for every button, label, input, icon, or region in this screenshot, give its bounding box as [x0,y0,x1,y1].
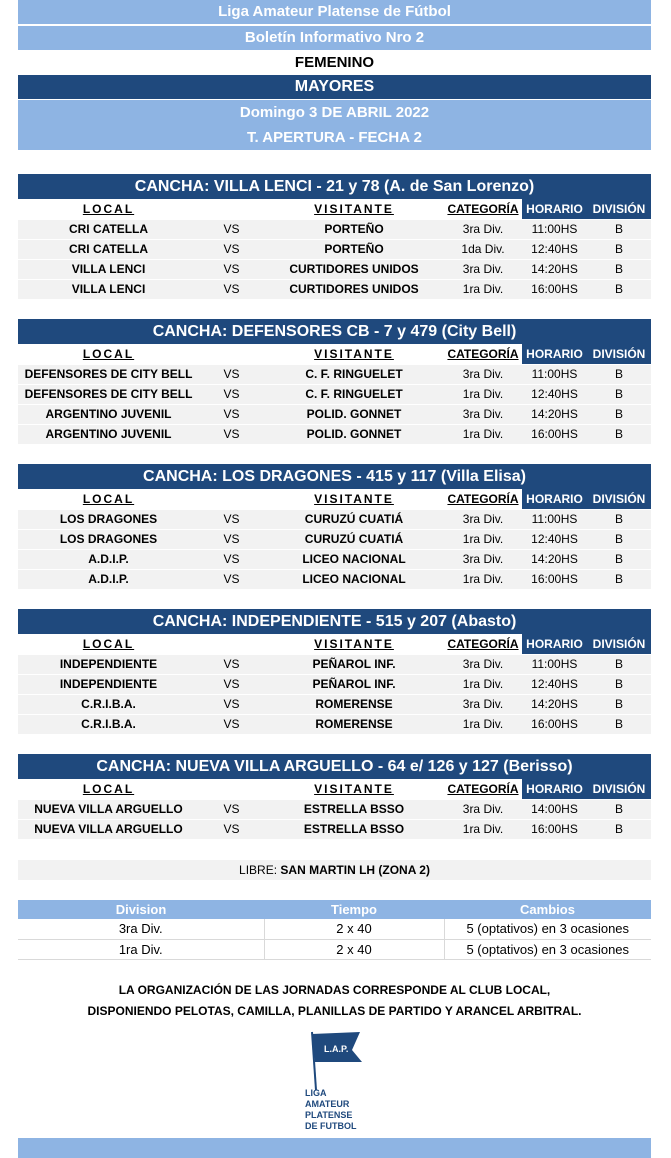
match-local: VILLA LENCI [18,259,199,279]
match-categoria: 3ra Div. [444,799,522,819]
match-vs: VS [199,654,264,674]
column-vs-spacer [199,779,264,799]
level-title: MAYORES [18,75,651,99]
match-division: B [587,279,651,299]
column-visitante: VISITANTE [314,201,394,216]
organization-note-1: LA ORGANIZACIÓN DE LAS JORNADAS CORRESPONDE AL CLUB LOCAL, [118,983,551,997]
match-row [18,819,651,839]
match-date: Domingo 3 DE ABRIL 2022 [239,104,430,121]
match-vs: VS [199,279,264,299]
match-local: LOS DRAGONES [18,529,199,549]
match-row [18,259,651,279]
match-vs: VS [199,549,264,569]
match-division: B [587,219,651,239]
column-local: LOCAL [82,636,135,651]
match-row [18,364,651,384]
fixture-table [18,634,651,734]
column-vs-spacer [199,634,264,654]
column-horario: HORARIO [522,779,587,799]
match-horario: 11:00HS [522,654,587,674]
match-categoria: 1ra Div. [444,384,522,404]
match-vs: VS [199,424,264,444]
match-categoria: 3ra Div. [444,694,522,714]
column-local: LOCAL [82,346,135,361]
match-local: CRI CATELLA [18,219,199,239]
match-visitante: POLID. GONNET [264,404,444,424]
logo-flag-text: L.A.P. [324,1044,349,1054]
match-visitante: ESTRELLA BSSO [264,819,444,839]
times-header-cambios: Cambios [444,900,651,919]
match-vs: VS [199,694,264,714]
match-categoria: 3ra Div. [444,509,522,529]
match-categoria: 3ra Div. [444,364,522,384]
column-local: LOCAL [82,491,135,506]
match-local: C.R.I.B.A. [18,714,199,734]
match-horario: 16:00HS [522,819,587,839]
column-categoria: CATEGORÍA [447,491,519,506]
column-division: DIVISIÓN [587,489,651,509]
match-horario: 14:20HS [522,549,587,569]
column-categoria: CATEGORÍA [447,781,519,796]
column-local: LOCAL [82,201,135,216]
times-tiempo: 2 x 40 [264,919,444,939]
match-horario: 16:00HS [522,714,587,734]
times-cambios: 5 (optativos) en 3 ocasiones [444,939,651,959]
fixture-table [18,344,651,444]
match-vs: VS [199,714,264,734]
match-local: ARGENTINO JUVENIL [18,404,199,424]
match-local: NUEVA VILLA ARGUELLO [18,799,199,819]
match-vs: VS [199,259,264,279]
match-horario: 12:40HS [522,239,587,259]
match-vs: VS [199,819,264,839]
venue-block [18,609,651,734]
match-division: B [587,714,651,734]
match-categoria: 1ra Div. [444,279,522,299]
times-row [18,939,651,959]
match-vs: VS [199,404,264,424]
times-tiempo: 2 x 40 [264,939,444,959]
logo-line-2: AMATEUR [305,1099,350,1109]
match-division: B [587,694,651,714]
match-categoria: 1ra Div. [444,529,522,549]
match-horario: 14:20HS [522,259,587,279]
match-row [18,694,651,714]
match-local: VILLA LENCI [18,279,199,299]
match-vs: VS [199,219,264,239]
match-visitante: CURUZÚ CUATIÁ [264,509,444,529]
times-row [18,919,651,939]
libre-label: LIBRE: [239,863,278,877]
match-row [18,674,651,694]
match-visitante: CURTIDORES UNIDOS [264,279,444,299]
column-categoria: CATEGORÍA [447,201,519,216]
venue-block [18,754,651,839]
match-division: B [587,239,651,259]
match-division: B [587,799,651,819]
match-division: B [587,509,651,529]
match-visitante: C. F. RINGUELET [264,364,444,384]
match-visitante: LICEO NACIONAL [264,569,444,589]
match-row [18,654,651,674]
match-horario: 16:00HS [522,279,587,299]
column-vs-spacer [199,199,264,219]
match-horario: 14:00HS [522,799,587,819]
match-vs: VS [199,239,264,259]
match-horario: 14:20HS [522,694,587,714]
league-title: Liga Amateur Platense de Fútbol [18,0,651,24]
match-division: B [587,674,651,694]
column-division: DIVISIÓN [587,779,651,799]
match-categoria: 3ra Div. [444,259,522,279]
match-division: B [587,424,651,444]
match-local: A.D.I.P. [18,569,199,589]
match-row [18,424,651,444]
match-division: B [587,404,651,424]
logo-line-4: DE FUTBOL [305,1121,357,1131]
match-row [18,714,651,734]
column-division: DIVISIÓN [587,199,651,219]
match-horario: 16:00HS [522,424,587,444]
match-vs: VS [199,569,264,589]
column-horario: HORARIO [522,344,587,364]
bulletin-title: Boletín Informativo Nro 2 [18,26,651,50]
column-local: LOCAL [82,781,135,796]
footer-bar [18,1138,651,1158]
logo-caption [305,1088,357,1132]
logo-line-3: PLATENSE [305,1110,353,1120]
match-horario: 14:20HS [522,404,587,424]
match-row [18,799,651,819]
fixture-table [18,199,651,299]
match-categoria: 3ra Div. [444,654,522,674]
logo-line-1: LIGA [305,1088,327,1098]
match-division: B [587,529,651,549]
match-division: B [587,654,651,674]
times-table [18,900,651,960]
match-division: B [587,819,651,839]
times-header-division: Division [18,900,264,919]
match-visitante: ROMERENSE [264,714,444,734]
libre-team: SAN MARTIN LH (ZONA 2) [280,863,430,877]
match-local: NUEVA VILLA ARGUELLO [18,819,199,839]
match-row [18,279,651,299]
match-row [18,384,651,404]
match-horario: 11:00HS [522,219,587,239]
match-categoria: 3ra Div. [444,549,522,569]
match-visitante: C. F. RINGUELET [264,384,444,404]
column-horario: HORARIO [522,634,587,654]
match-row [18,569,651,589]
match-division: B [587,259,651,279]
match-local: INDEPENDIENTE [18,674,199,694]
venue-title: CANCHA: NUEVA VILLA ARGUELLO - 64 e/ 126 y 127 (Berisso) [18,754,651,779]
times-cambios: 5 (optativos) en 3 ocasiones [444,919,651,939]
column-categoria: CATEGORÍA [447,346,519,361]
match-visitante: CURUZÚ CUATIÁ [264,529,444,549]
match-categoria: 1da Div. [444,239,522,259]
fixture-table [18,779,651,839]
match-row [18,529,651,549]
match-visitante: ROMERENSE [264,694,444,714]
column-horario: HORARIO [522,489,587,509]
match-division: B [587,569,651,589]
match-local: DEFENSORES DE CITY BELL [18,384,199,404]
match-division: B [587,549,651,569]
tournament-round: T. APERTURA - FECHA 2 [246,129,422,146]
match-row [18,509,651,529]
match-visitante: PORTEÑO [264,239,444,259]
match-categoria: 1ra Div. [444,569,522,589]
column-visitante: VISITANTE [314,781,394,796]
match-row [18,239,651,259]
match-row [18,404,651,424]
match-horario: 11:00HS [522,509,587,529]
venue-block [18,174,651,299]
match-horario: 12:40HS [522,529,587,549]
organization-note-2: DISPONIENDO PELOTAS, CAMILLA, PLANILLAS DE PARTIDO Y ARANCEL ARBITRAL. [87,1004,582,1018]
match-visitante: ESTRELLA BSSO [264,799,444,819]
match-division: B [587,384,651,404]
libre-row [18,860,651,880]
match-vs: VS [199,529,264,549]
match-categoria: 3ra Div. [444,404,522,424]
date-block [18,100,651,150]
match-vs: VS [199,799,264,819]
category-title: FEMENINO [18,51,651,74]
match-horario: 12:40HS [522,384,587,404]
match-horario: 12:40HS [522,674,587,694]
column-division: DIVISIÓN [587,344,651,364]
match-local: LOS DRAGONES [18,509,199,529]
match-local: DEFENSORES DE CITY BELL [18,364,199,384]
column-visitante: VISITANTE [314,346,394,361]
venue-block [18,319,651,444]
column-categoria: CATEGORÍA [447,636,519,651]
column-horario: HORARIO [522,199,587,219]
match-horario: 11:00HS [522,364,587,384]
fixture-table [18,489,651,589]
match-categoria: 1ra Div. [444,674,522,694]
times-division: 1ra Div. [18,939,264,959]
match-local: ARGENTINO JUVENIL [18,424,199,444]
match-categoria: 1ra Div. [444,819,522,839]
column-visitante: VISITANTE [314,636,394,651]
match-local: C.R.I.B.A. [18,694,199,714]
match-categoria: 1ra Div. [444,714,522,734]
match-visitante: PEÑAROL INF. [264,674,444,694]
match-vs: VS [199,674,264,694]
venue-title: CANCHA: VILLA LENCI - 21 y 78 (A. de San Lorenzo) [18,174,651,199]
venue-title: CANCHA: INDEPENDIENTE - 515 y 207 (Abasto) [18,609,651,634]
match-vs: VS [199,384,264,404]
match-horario: 16:00HS [522,569,587,589]
match-visitante: PORTEÑO [264,219,444,239]
column-division: DIVISIÓN [587,634,651,654]
venue-title: CANCHA: LOS DRAGONES - 415 y 117 (Villa Elisa) [18,464,651,489]
match-local: CRI CATELLA [18,239,199,259]
times-header-tiempo: Tiempo [264,900,444,919]
match-local: INDEPENDIENTE [18,654,199,674]
venue-title: CANCHA: DEFENSORES CB - 7 y 479 (City Bell) [18,319,651,344]
match-visitante: LICEO NACIONAL [264,549,444,569]
match-visitante: POLID. GONNET [264,424,444,444]
column-vs-spacer [199,344,264,364]
match-visitante: PEÑAROL INF. [264,654,444,674]
times-division: 3ra Div. [18,919,264,939]
match-row [18,219,651,239]
match-vs: VS [199,509,264,529]
column-vs-spacer [199,489,264,509]
match-visitante: CURTIDORES UNIDOS [264,259,444,279]
match-vs: VS [199,364,264,384]
column-visitante: VISITANTE [314,491,394,506]
match-division: B [587,364,651,384]
match-categoria: 1ra Div. [444,424,522,444]
match-local: A.D.I.P. [18,549,199,569]
match-row [18,549,651,569]
venue-block [18,464,651,589]
match-categoria: 3ra Div. [444,219,522,239]
